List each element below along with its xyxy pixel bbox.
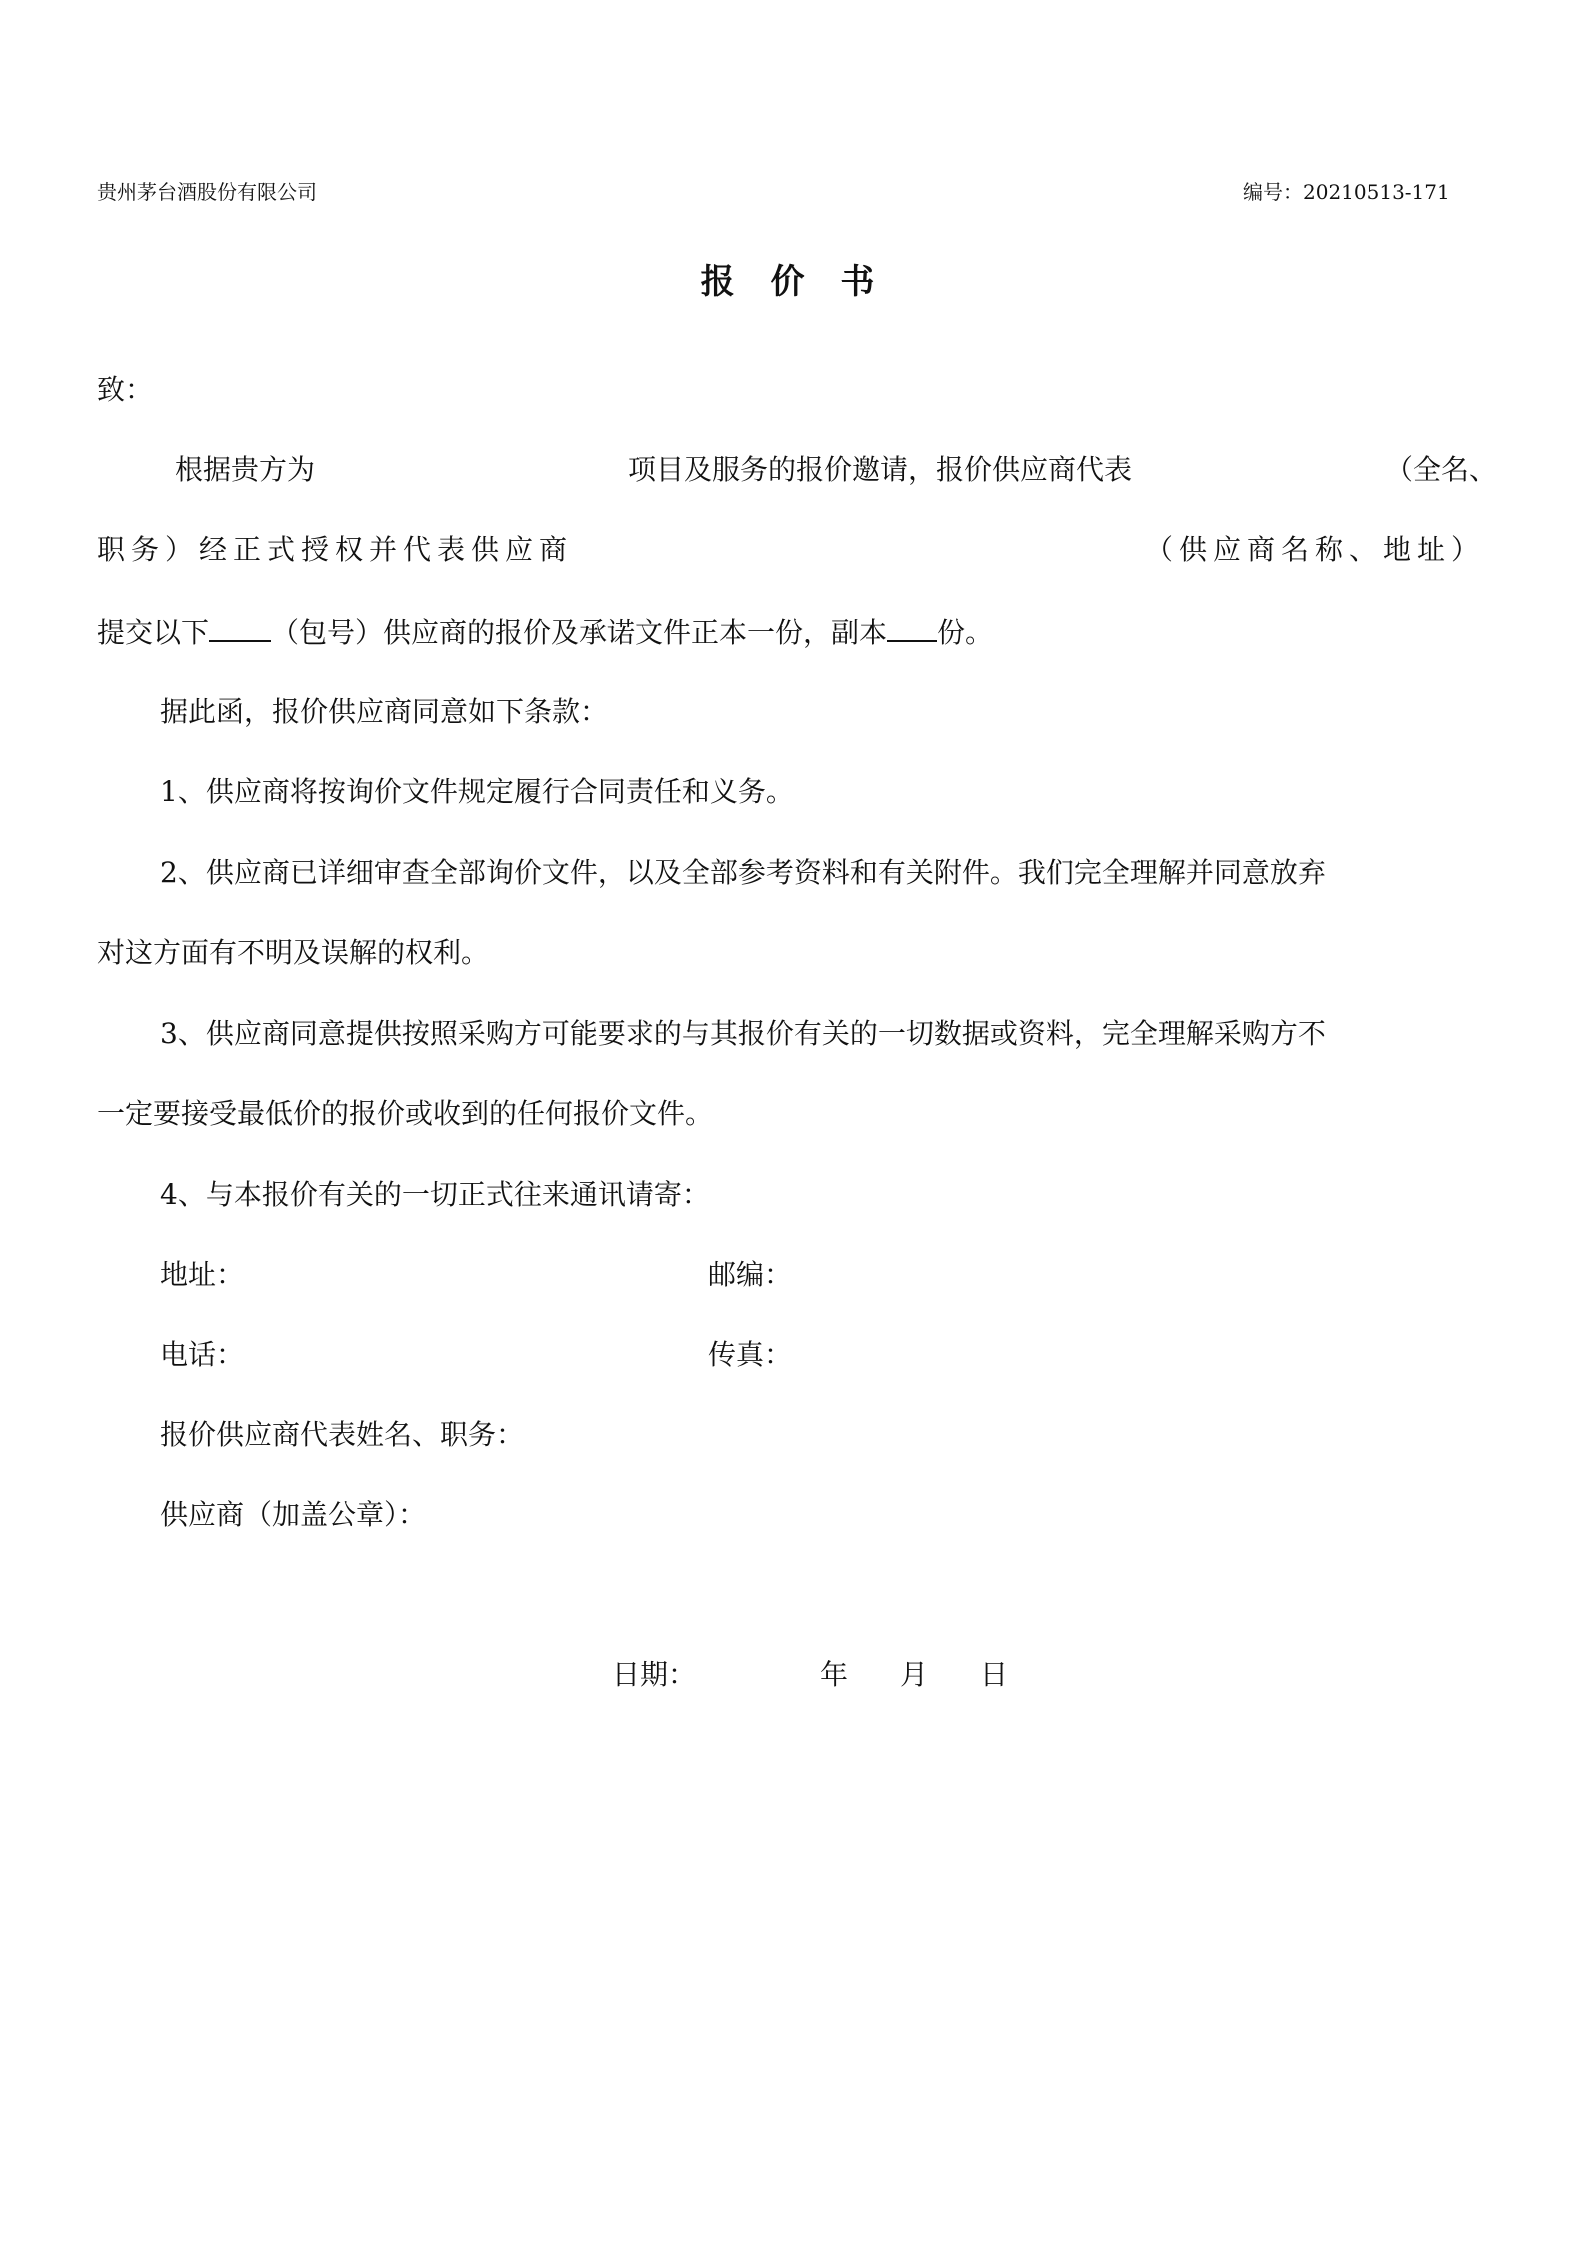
clause-2-line-2: 对这方面有不明及误解的权利。 (97, 936, 490, 969)
date-label: 日期： (612, 1658, 697, 1691)
company-name: 贵州茅台酒股份有限公司 (97, 180, 317, 204)
copies-blank (887, 612, 937, 642)
para1-part-b: 项目及服务的报价邀请，报价供应商代表 (628, 453, 1133, 486)
date-month: 月 (900, 1658, 929, 1691)
clause-3-line-1: 3、供应商同意提供按照采购方可能要求的与其报价有关的一切数据或资料，完全理解采购方不 (160, 1017, 1326, 1050)
para1-part-a: 根据贵方为 (175, 453, 316, 486)
clause-3-line-2: 一定要接受最低价的报价或收到的任何报价文件。 (97, 1097, 714, 1130)
para1-part-d: 职务）经正式授权并代表供应商 (97, 533, 574, 566)
salutation: 致： (97, 373, 154, 406)
page-title: 报 价 书 (700, 262, 887, 302)
date-day: 日 (980, 1658, 1009, 1691)
postcode-label: 邮编： (708, 1258, 793, 1291)
terms-intro: 据此函，报价供应商同意如下条款： (160, 695, 609, 728)
document-number: 编号：20210513-171 (1243, 180, 1450, 204)
para1-part-c: （全名、 (1385, 453, 1498, 486)
seal-label: 供应商（加盖公章）： (160, 1498, 427, 1531)
date-year: 年 (820, 1658, 849, 1691)
fax-label: 传真： (708, 1338, 793, 1371)
para1-part-f3: 份。 (937, 616, 994, 649)
para1-part-e: （供应商名称、地址） (1145, 533, 1486, 566)
phone-label: 电话： (160, 1338, 245, 1371)
clause-4: 4、与本报价有关的一切正式往来通讯请寄： (160, 1178, 710, 1211)
para1-line3 (97, 612, 993, 653)
representative-label: 报价供应商代表姓名、职务： (160, 1418, 525, 1451)
package-number-blank (209, 612, 271, 642)
address-label: 地址： (160, 1258, 245, 1291)
clause-2-line-1: 2、供应商已详细审查全部询价文件，以及全部参考资料和有关附件。我们完全理解并同意放弃 (160, 856, 1326, 889)
para1-part-f2: （包号）供应商的报价及承诺文件正本一份，副本 (271, 616, 888, 649)
clause-1: 1、供应商将按询价文件规定履行合同责任和义务。 (160, 775, 794, 808)
para1-part-f1: 提交以下 (97, 616, 210, 649)
